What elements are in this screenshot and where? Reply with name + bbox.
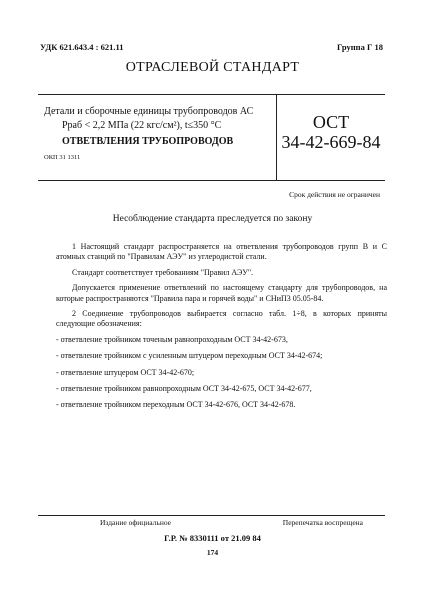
udk-code: УДК 621.643.4 : 621.11 xyxy=(40,42,124,52)
okp-code: ОКП 31 1311 xyxy=(44,154,81,161)
standard-type-title: ОТРАСЛЕВОЙ СТАНДАРТ xyxy=(125,60,300,75)
title-block-bottom-rule xyxy=(38,180,385,181)
list-item: - ответвление тройником переходным ОСТ 34-42-676, ОСТ 34-42-678. xyxy=(56,400,296,410)
paragraph-4: 2 Соединение трубопроводов выбирается согласно табл. 1÷8, в которых приняты следующие обозначения: xyxy=(56,309,387,329)
paragraph-1: 1 Настоящий стандарт распространяется на ответвления трубопроводов групп В и С атомных станций по "Правилам АЭУ" из углеродистой стали. xyxy=(56,242,387,262)
list-item: - ответвление тройником равнопроходным ОСТ 34-42-675, ОСТ 34-42-677, xyxy=(56,384,312,394)
registration-number: Г.Р. № 8330111 от 21.09 84 xyxy=(164,533,261,543)
subject-title: ОТВЕТВЛЕНИЯ ТРУБОПРОВОДОВ xyxy=(62,136,234,147)
list-item: - ответвление штуцером ОСТ 34-42-670; xyxy=(56,367,195,377)
page-number: 174 xyxy=(206,548,219,557)
list-item: - ответвление тройником точеным равнопроходным ОСТ 34-42-673, xyxy=(56,334,288,344)
body-text xyxy=(56,242,387,417)
list-item: - ответвление тройником с усиленным штуцером переходным ОСТ 34-42-674; xyxy=(56,351,323,361)
title-line-2: Рраб < 2,2 МПа (22 кгс/см²), t≤350 °С xyxy=(62,120,222,131)
paragraph-3: Допускается применение ответвлений по настоящему стандарту для трубопроводов, на которые распространяются "Правила пара и горячей воды" и СНиП3 05.05-84. xyxy=(56,283,387,303)
paragraph-2: Стандарт соответствует требованиям "Правил АЭУ". xyxy=(72,267,254,277)
title-block-top-rule xyxy=(38,94,385,95)
reprint-prohibited-note: Перепечатка воспрещена xyxy=(282,518,363,527)
footer-rule xyxy=(38,515,385,516)
title-line-1: Детали и сборочные единицы трубопроводов АС xyxy=(44,106,254,117)
group-code: Группа Г 18 xyxy=(337,42,383,52)
legal-warning: Несоблюдение стандарта преследуется по закону xyxy=(112,214,313,224)
official-edition-note: Издание официальное xyxy=(100,518,172,527)
ost-label: ОСТ xyxy=(312,112,350,132)
ost-number: 34-42-669-84 xyxy=(281,132,381,152)
validity-note: Срок действия не ограничен xyxy=(289,190,380,199)
